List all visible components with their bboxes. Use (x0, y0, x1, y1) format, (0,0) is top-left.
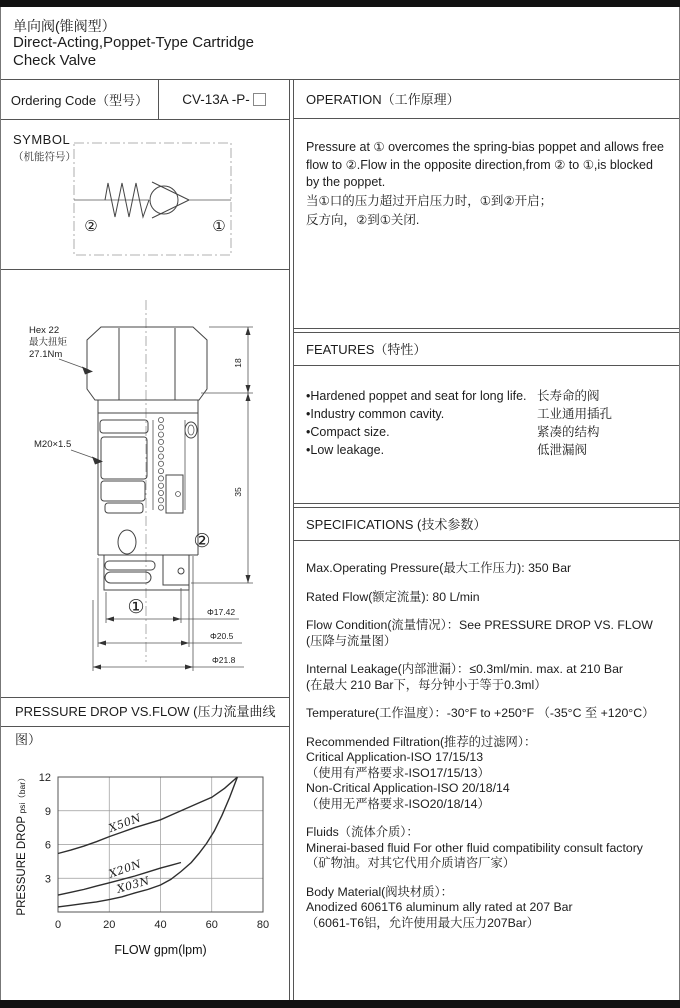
chart-section-title: PRESSURE DROP VS.FLOW (压力流量曲线图） (1, 698, 289, 727)
thread-band (105, 503, 143, 513)
feature-zh: 长寿命的阀 (537, 389, 600, 403)
specifications-title: SPECIFICATIONS (技术参数） (294, 508, 679, 541)
o-ring (185, 422, 197, 438)
svg-text:12: 12 (38, 772, 51, 784)
dim-35: 35 (233, 487, 243, 497)
operation-line: by the poppet. (306, 175, 386, 189)
symbol-port-1: ① (212, 218, 226, 235)
svg-text:80: 80 (256, 919, 270, 931)
features-list (294, 366, 679, 459)
svg-text:FLOW gpm(lpm): FLOW gpm(lpm) (114, 943, 207, 957)
svg-text:0: 0 (54, 919, 62, 931)
feature-en: •Compact size. (306, 425, 390, 439)
poppet-nose-block (163, 555, 189, 585)
spec-line: （使用有严格要求-ISO17/15/13） (306, 765, 490, 780)
hex-note-line2: 最大扭矩 (29, 337, 68, 348)
spec-line: Recommended Filtration(推荐的过滤网）： (306, 734, 537, 749)
feature-en: •Low leakage. (306, 443, 385, 457)
document-header (1, 7, 679, 80)
svg-text:X20N: X20N (107, 857, 144, 881)
spec-line: （6061-T6铝，允许使用最大压力207Bar） (306, 915, 540, 930)
symbol-title: SYMBOL (13, 132, 71, 147)
svg-text:9: 9 (44, 805, 51, 818)
specifications-box (294, 507, 679, 1000)
spec-line: (在最大 210 Bar下，每分钟小于等于0.3ml） (306, 677, 547, 692)
nose-band (105, 561, 155, 570)
operation-line: flow to ②.Flow in the opposite direction,from ② to ①,is blocked (306, 157, 653, 172)
seat-upper-line (152, 182, 189, 200)
hex-note-line1: Hex 22 (29, 325, 60, 336)
symbol-boundary-box (74, 143, 231, 255)
nose-groove (105, 572, 151, 583)
svg-text:20: 20 (103, 919, 116, 931)
poppet-ball-symbol (150, 186, 178, 214)
features-box (294, 332, 679, 504)
ordering-code-value (159, 80, 289, 119)
hex-note-line3: 27.1Nm (29, 349, 63, 360)
svg-text:PRESSURE DROP psi（bar）: PRESSURE DROP psi（bar） (16, 773, 28, 916)
svg-text:X50N: X50N (107, 811, 143, 835)
orifice (178, 568, 184, 574)
operation-text (294, 119, 679, 230)
feature-en: •Hardened poppet and seat for long life. (306, 389, 527, 403)
title-english-line1: Direct-Acting,Poppet-Type Cartridge (13, 34, 254, 51)
operation-line: 当①口的压力超过开启压力时，①到②开启； (306, 193, 553, 208)
svg-text:6: 6 (44, 839, 51, 852)
right-column (293, 80, 679, 1000)
thread-band (101, 481, 145, 501)
feature-item (306, 405, 665, 423)
feature-zh: 低泄漏阀 (537, 443, 588, 457)
spec-line: Anodized 6061T6 aluminum ally rated at 207 Bar (306, 900, 573, 914)
symbol-subtitle: （机能符号） (13, 151, 76, 163)
chart-section (1, 727, 289, 1000)
feature-item (306, 387, 665, 405)
feature-en: •Industry common cavity. (306, 407, 445, 421)
spec-line: Fluids（流体介质）： (306, 825, 419, 839)
feature-item (306, 441, 665, 459)
spec-line: Temperature(工作温度）：-30°F to +250°F （-35°C 至 +120°C） (306, 706, 655, 720)
thread-size-label: M20×1.5 (34, 439, 72, 450)
spec-line: Non-Critical Application-ISO 20/18/14 (306, 781, 510, 795)
spec-line: Rated Flow(额定流量): 80 L/min (306, 589, 480, 604)
dia-21-8: Φ21.8 (212, 655, 236, 665)
drawing-port-1: ① (127, 597, 145, 618)
spec-line: Internal Leakage(内部泄漏）：≤0.3ml/min. max. at 210 Bar (306, 662, 624, 676)
feature-zh: 紧凑的结构 (537, 425, 600, 439)
symbol-port-2: ② (84, 218, 98, 235)
spec-line: （使用无严格要求-ISO20/18/14） (306, 796, 490, 811)
drawing-section (1, 270, 289, 698)
page-border (0, 7, 680, 1000)
features-title: FEATURES（特性） (294, 333, 679, 366)
svg-text:40: 40 (154, 919, 167, 931)
feature-zh: 工业通用插孔 (537, 407, 613, 421)
spec-line: (压降与流量图） (306, 633, 397, 648)
seat-lower-line (152, 200, 189, 218)
operation-box (294, 80, 679, 329)
cross-hole (118, 530, 136, 554)
bottom-black-bar (0, 1000, 680, 1008)
thread-band (100, 420, 148, 433)
ordering-code-label: Ordering Code（型号） (1, 80, 159, 119)
ordering-code-row (1, 80, 289, 120)
two-column-layout (1, 80, 679, 1000)
pressure-flow-chart (1, 727, 289, 1000)
dia-17-42: Φ17.42 (207, 607, 236, 617)
svg-text:X03N: X03N (115, 874, 152, 896)
thread-band (101, 437, 147, 479)
specifications-text (294, 541, 679, 931)
spring-coil-section (158, 417, 163, 510)
spec-line: Critical Application-ISO 17/15/13 (306, 750, 484, 764)
cartridge-drawing (1, 270, 289, 697)
dim-18: 18 (233, 358, 243, 368)
spec-line: Flow Condition(流量情况）：See PRESSURE DROP VS. FLOW (306, 618, 653, 632)
svg-text:60: 60 (205, 919, 218, 931)
operation-line: 反方向，②到①关闭. (306, 212, 420, 227)
ordering-code-text: CV-13A -P- (182, 92, 250, 107)
left-column (1, 80, 290, 1000)
symbol-section (1, 120, 289, 270)
top-black-bar (0, 0, 680, 7)
operation-title: OPERATION（工作原理） (294, 80, 679, 119)
feature-item (306, 423, 665, 441)
dia-20-5: Φ20.5 (210, 631, 234, 641)
drawing-port-2: ② (193, 531, 211, 552)
svg-text:3: 3 (44, 873, 51, 886)
hex-head (87, 327, 207, 400)
check-valve-symbol (1, 120, 289, 269)
spec-line: （矿物油。对其它代用介质请咨厂家） (306, 856, 516, 870)
title-english-line2: Check Valve (13, 52, 97, 69)
ordering-code-option-box (253, 93, 266, 106)
operation-line: Pressure at ① overcomes the spring-bias poppet and allows free (306, 140, 664, 154)
title-chinese: 单向阀(锥阀型） (13, 18, 116, 34)
spec-line: Minerai-based fluid For other fluid compatibility consult factory (306, 840, 643, 855)
spec-line: Max.Operating Pressure(最大工作压力): 350 Bar (306, 561, 572, 575)
spec-line: Body Material(阀块材质）： (306, 884, 453, 899)
